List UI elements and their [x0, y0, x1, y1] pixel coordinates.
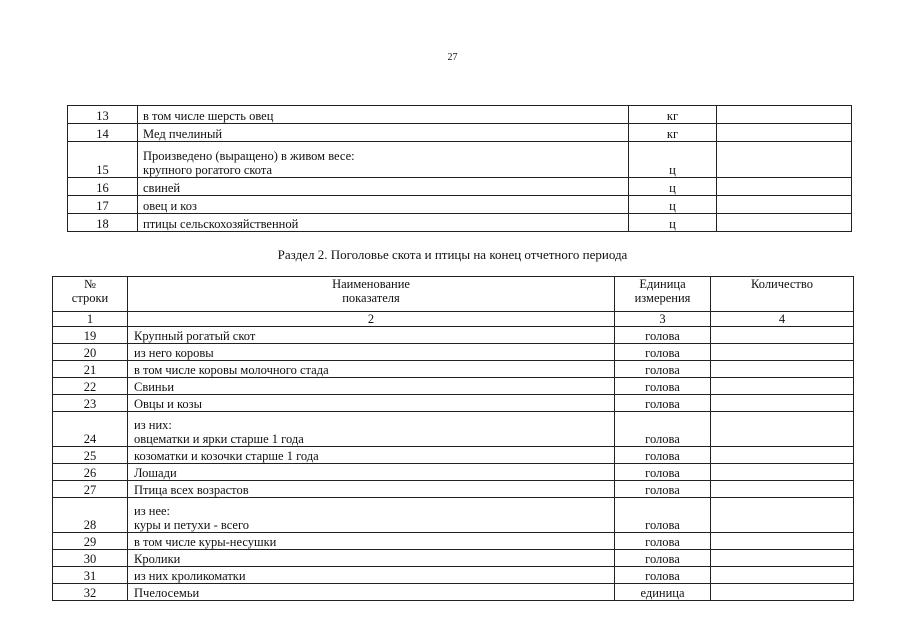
quantity-cell[interactable]: [711, 567, 854, 584]
column-index: 1: [53, 312, 128, 327]
row-number: 14: [68, 124, 138, 142]
table-row: [53, 481, 854, 498]
header-unit: Единица измерения: [615, 277, 711, 312]
unit-cell: голова: [615, 447, 711, 464]
quantity-cell[interactable]: [717, 124, 852, 142]
indicator-name-line: Овцы и козы: [134, 397, 202, 411]
indicator-name-line: Лошади: [134, 466, 177, 480]
quantity-cell[interactable]: [711, 361, 854, 378]
row-number: 17: [68, 196, 138, 214]
indicator-name: [128, 567, 615, 584]
unit-cell: кг: [629, 106, 717, 124]
row-number: 13: [68, 106, 138, 124]
table-row: [53, 378, 854, 395]
indicator-name-line: Произведено (выращено) в живом весе:: [143, 149, 355, 163]
production-table: [67, 105, 852, 232]
table-row: [53, 412, 854, 447]
row-number: 27: [53, 481, 128, 498]
indicator-name: [128, 378, 615, 395]
table-row: [53, 567, 854, 584]
column-index: 3: [615, 312, 711, 327]
indicator-name-line: из них кроликоматки: [134, 569, 246, 583]
table-row: [68, 142, 852, 178]
quantity-cell[interactable]: [711, 481, 854, 498]
quantity-cell[interactable]: [717, 178, 852, 196]
table-row: [53, 498, 854, 533]
quantity-cell[interactable]: [711, 533, 854, 550]
column-index-row: [53, 312, 854, 327]
indicator-name-line: из нее:: [134, 504, 171, 518]
header-row-number: № строки: [53, 277, 128, 312]
row-number: 24: [53, 412, 128, 447]
indicator-name: [138, 178, 629, 196]
indicator-name: [128, 481, 615, 498]
quantity-cell[interactable]: [717, 106, 852, 124]
table-row: [68, 196, 852, 214]
quantity-cell[interactable]: [711, 464, 854, 481]
page-number: 27: [447, 52, 458, 63]
row-number: 15: [68, 142, 138, 178]
indicator-name: [128, 327, 615, 344]
row-number: 16: [68, 178, 138, 196]
indicator-name-line: Крупный рогатый скот: [134, 329, 256, 343]
unit-cell: голова: [615, 412, 711, 447]
indicator-name: [138, 196, 629, 214]
indicator-name: [128, 412, 615, 447]
unit-cell: ц: [629, 214, 717, 232]
quantity-cell[interactable]: [717, 142, 852, 178]
row-number: 31: [53, 567, 128, 584]
indicator-name: [128, 344, 615, 361]
indicator-name-line: Мед пчелиный: [143, 127, 223, 141]
indicator-name: [138, 124, 629, 142]
indicator-name: [128, 533, 615, 550]
section-title: Раздел 2. Поголовье скота и птицы на конец отчетного периода: [277, 247, 628, 262]
row-number: 22: [53, 378, 128, 395]
column-index: 4: [711, 312, 854, 327]
unit-cell: кг: [629, 124, 717, 142]
unit-cell: ц: [629, 196, 717, 214]
row-number: 20: [53, 344, 128, 361]
indicator-name-line: из него коровы: [134, 346, 214, 360]
unit-cell: ц: [629, 142, 717, 178]
indicator-name-line: Свиньи: [134, 380, 175, 394]
table-row: [53, 464, 854, 481]
quantity-cell[interactable]: [711, 378, 854, 395]
indicator-name-line: крупного рогатого скота: [143, 163, 273, 177]
indicator-name-line: свиней: [143, 181, 181, 195]
unit-cell: голова: [615, 344, 711, 361]
table-row: [68, 106, 852, 124]
table-row: [53, 361, 854, 378]
table-row: [53, 395, 854, 412]
unit-cell: голова: [615, 481, 711, 498]
row-number: 28: [53, 498, 128, 533]
indicator-name-line: птицы сельскохозяйственной: [143, 217, 299, 231]
row-number: 30: [53, 550, 128, 567]
indicator-name-line: куры и петухи - всего: [134, 518, 250, 532]
unit-cell: голова: [615, 533, 711, 550]
row-number: 21: [53, 361, 128, 378]
quantity-cell[interactable]: [717, 214, 852, 232]
table-row: [53, 447, 854, 464]
table-row: [53, 327, 854, 344]
row-number: 25: [53, 447, 128, 464]
unit-cell: голова: [615, 327, 711, 344]
row-number: 19: [53, 327, 128, 344]
indicator-name-line: Пчелосемьи: [134, 586, 200, 600]
row-number: 26: [53, 464, 128, 481]
indicator-name-line: Птица всех возрастов: [134, 483, 249, 497]
unit-cell: единица: [615, 584, 711, 601]
table-row: [53, 344, 854, 361]
indicator-name: [128, 584, 615, 601]
quantity-cell[interactable]: [711, 412, 854, 447]
indicator-name: [128, 464, 615, 481]
row-number: 23: [53, 395, 128, 412]
row-number: 32: [53, 584, 128, 601]
indicator-name: [128, 550, 615, 567]
indicator-name: [128, 498, 615, 533]
unit-cell: голова: [615, 464, 711, 481]
unit-cell: голова: [615, 378, 711, 395]
indicator-name-line: из них:: [134, 418, 172, 432]
indicator-name: [138, 142, 629, 178]
unit-cell: голова: [615, 498, 711, 533]
table-header-row: [53, 277, 854, 312]
table-row: [53, 533, 854, 550]
indicator-name-line: овцематки и ярки старше 1 года: [134, 432, 304, 446]
unit-cell: голова: [615, 361, 711, 378]
quantity-cell[interactable]: [711, 327, 854, 344]
quantity-cell[interactable]: [711, 498, 854, 533]
indicator-name-line: козоматки и козочки старше 1 года: [134, 449, 319, 463]
indicator-name: [128, 395, 615, 412]
unit-cell: голова: [615, 550, 711, 567]
indicator-name: [128, 361, 615, 378]
quantity-cell[interactable]: [717, 196, 852, 214]
livestock-table: [52, 276, 854, 601]
quantity-cell[interactable]: [711, 344, 854, 361]
unit-cell: голова: [615, 567, 711, 584]
quantity-cell[interactable]: [711, 550, 854, 567]
row-number: 18: [68, 214, 138, 232]
indicator-name-line: в том числе куры-несушки: [134, 535, 277, 549]
indicator-name-line: овец и коз: [143, 199, 197, 213]
table-row: [68, 124, 852, 142]
indicator-name-line: в том числе шерсть овец: [143, 109, 274, 123]
indicator-name: [138, 106, 629, 124]
quantity-cell[interactable]: [711, 584, 854, 601]
unit-cell: голова: [615, 395, 711, 412]
indicator-name-line: в том числе коровы молочного стада: [134, 363, 329, 377]
header-indicator-name: Наименование показателя: [128, 277, 615, 312]
quantity-cell[interactable]: [711, 395, 854, 412]
indicator-name-line: Кролики: [134, 552, 181, 566]
row-number: 29: [53, 533, 128, 550]
table-row: [68, 214, 852, 232]
table-row: [53, 550, 854, 567]
unit-cell: ц: [629, 178, 717, 196]
table-row: [68, 178, 852, 196]
column-index: 2: [128, 312, 615, 327]
indicator-name: [128, 447, 615, 464]
indicator-name: [138, 214, 629, 232]
header-quantity: Количество: [711, 277, 854, 312]
quantity-cell[interactable]: [711, 447, 854, 464]
table-row: [53, 584, 854, 601]
